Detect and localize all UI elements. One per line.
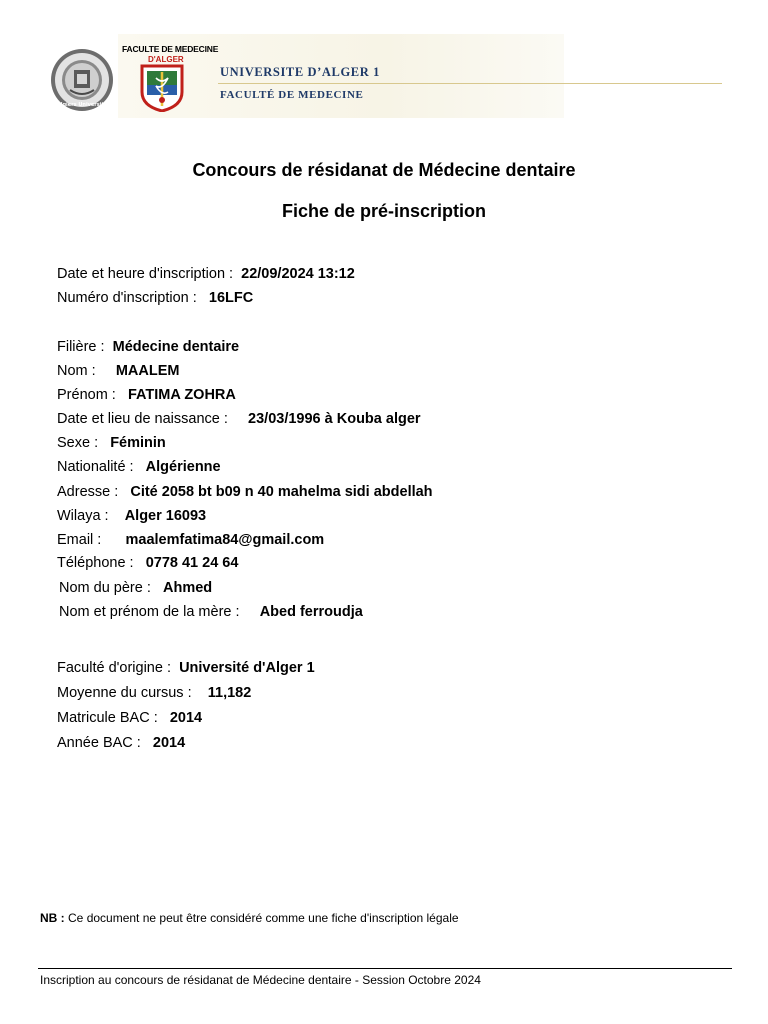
field-value: 23/03/1996 à Kouba alger	[248, 411, 421, 427]
field-value: 22/09/2024 13:12	[241, 266, 355, 282]
faculty-name: FACULTÉ DE MEDECINE	[220, 89, 364, 101]
field-label: Nom et prénom de la mère :	[59, 604, 240, 620]
field-label: Wilaya :	[57, 508, 109, 524]
field-label: Téléphone :	[57, 555, 134, 571]
field-label: Nom :	[57, 363, 96, 379]
field-filiere	[57, 339, 239, 355]
faculty-crest-icon	[140, 64, 184, 112]
field-value: 0778 41 24 64	[145, 555, 239, 571]
legal-note-label: NB :	[40, 911, 65, 925]
field-value: 2014	[169, 710, 203, 726]
page-footer: Inscription au concours de résidanat de Médecine dentaire - Session Octobre 2024	[40, 973, 481, 987]
field-matricule-bac	[57, 710, 202, 726]
field-value: Université d'Alger 1	[179, 660, 315, 676]
field-value: Alger 16093	[124, 508, 207, 524]
field-value: MAALEM	[115, 363, 180, 379]
field-nom	[57, 363, 179, 379]
field-numero-inscription	[57, 290, 253, 306]
footer-rule	[38, 968, 732, 969]
field-label: Adresse :	[57, 484, 119, 500]
field-label: Moyenne du cursus :	[57, 685, 192, 701]
field-label: Prénom :	[57, 387, 116, 403]
page-subtitle: Fiche de pré-inscription	[281, 201, 487, 221]
field-value: Algérienne	[145, 459, 221, 475]
field-value: 11,182	[207, 685, 252, 701]
faculty-logo-text: FACULTE DE MEDECINE	[122, 44, 219, 54]
legal-note-text: Ce document ne peut être considéré comme une fiche d'inscription légale	[68, 911, 459, 925]
field-nationalite	[57, 459, 221, 475]
field-label: Filière :	[57, 339, 105, 355]
field-label: Email :	[57, 532, 102, 548]
field-value: FATIMA ZOHRA	[127, 387, 236, 403]
field-moyenne	[57, 685, 251, 701]
field-adresse	[57, 484, 433, 500]
field-naissance	[57, 411, 421, 427]
field-telephone	[57, 555, 238, 571]
seal-text: Algiers University	[56, 102, 108, 108]
field-prenom	[57, 387, 236, 403]
field-label: Numéro d'inscription :	[57, 290, 197, 306]
field-value: Féminin	[110, 435, 166, 451]
field-value: 16LFC	[208, 290, 254, 306]
field-value: maalemfatima84@gmail.com	[125, 532, 325, 548]
field-label: Nom du père :	[59, 580, 151, 596]
field-date-inscription	[57, 266, 355, 282]
field-value: Cité 2058 bt b09 n 40 mahelma sidi abdellah	[130, 484, 433, 500]
field-pere	[59, 580, 212, 596]
field-label: Matricule BAC :	[57, 710, 158, 726]
legal-note	[40, 911, 459, 925]
field-email	[57, 532, 324, 548]
faculty-logo-sub: D'ALGER	[148, 55, 184, 64]
field-label: Faculté d'origine :	[57, 660, 171, 676]
field-label: Sexe :	[57, 435, 99, 451]
field-label: Nationalité :	[57, 459, 134, 475]
header-rule	[218, 83, 722, 84]
field-sexe	[57, 435, 166, 451]
field-value: Abed ferroudja	[259, 604, 363, 620]
university-seal-icon	[50, 48, 114, 112]
field-wilaya	[57, 508, 206, 524]
field-value: Médecine dentaire	[112, 339, 240, 355]
field-faculte-origine	[57, 660, 315, 676]
field-annee-bac	[57, 735, 185, 751]
field-value: 2014	[152, 735, 186, 751]
field-mere	[59, 604, 363, 620]
page-title: Concours de résidanat de Médecine dentaire	[192, 160, 576, 180]
field-label: Année BAC :	[57, 735, 141, 751]
field-label: Date et lieu de naissance :	[57, 411, 228, 427]
field-label: Date et heure d'inscription :	[57, 266, 234, 282]
university-name: UNIVERSITE D’ALGER 1	[220, 65, 380, 79]
field-value: Ahmed	[162, 580, 213, 596]
